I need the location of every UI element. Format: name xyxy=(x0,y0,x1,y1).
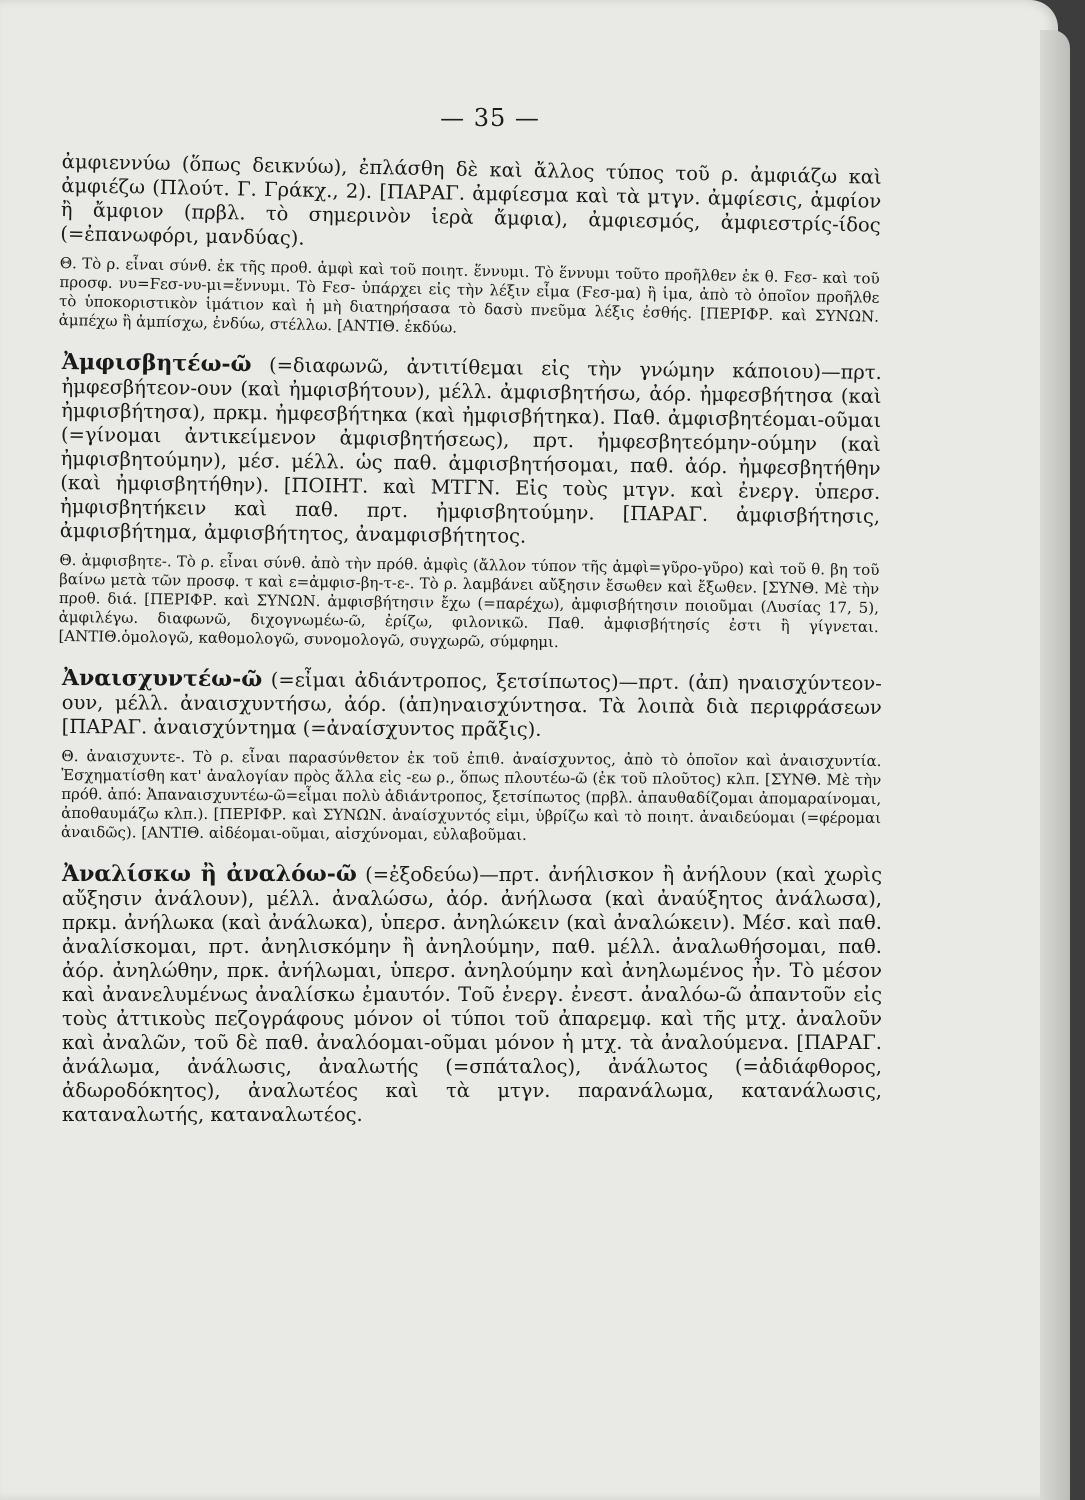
entry-headword: Ἀναλίσκω ἢ ἀναλόω-ῶ xyxy=(62,861,357,887)
entry-body: ἀμφιεννύω (ὅπως δεικνύω), ἐπλάσθη δὲ καὶ ἄλλος τύπος τοῦ ρ. ἀμφιάζω καὶ ἀμφιέζω (Πλούτ. Γ. Γράκχ., 2). [ΠΑΡΑΓ. ἀμφίεσμα καὶ τὰ μτγν. ἀμφίεσις, ἀμφίον ἢ ἄμφιον (πρβλ. τὸ σημερινὸν ἱερὰ ἄμφια), ἀμφιεσμός, ἀμφιεστρίς-ίδος (=ἐπανωφόρι, μανδύας). xyxy=(60,150,882,250)
page-number: — 35 — xyxy=(440,104,540,132)
dictionary-entry xyxy=(61,666,882,847)
dictionary-content xyxy=(58,150,882,1127)
dictionary-entry xyxy=(62,862,882,1127)
entry-body: Ἀναλίσκω ἢ ἀναλόω-ῶ (=ἐξοδεύω)—πρτ. ἀνήλισκον ἢ ἀνήλουν (καὶ χωρὶς αὔξησιν ἀνάλουν), μέλλ. ἀναλώσω, ἀόρ. ἀνήλωσα (καὶ ἀναύξητος ἀνάλωσα), πρκμ. ἀνήλωκα (καὶ ἀνάλωκα), ὑπερσ. ἀνηλώκειν (καὶ ἀναλώκειν). Μέσ. καὶ παθ. ἀναλίσκομαι, πρτ. ἀνηλισκόμην ἢ ἀνηλούμην, παθ. μέλλ. ἀναλωθήσομαι, παθ. ἀόρ. ἀνηλώθην, πρκ. ἀνήλωμαι, ὑπερσ. ἀνηλούμην καὶ ἀνηλωμένος ἦν. Τὸ μέσον καὶ ἀνανελυμένως ἀναλίσκω ἐμαυτόν. Τοῦ ἐνεργ. ἐνεστ. ἀναλόω-ῶ ἀπαντοῦν εἰς τοὺς ἀττικοὺς πεζογράφους μόνον οἱ τύποι τοῦ ἀπαρεμφ. καὶ τῆς μτχ. ἀναλοῦν καὶ ἀναλῶν, τοῦ δὲ παθ. ἀναλόομαι-οῦμαι μόνον ἡ μτχ. τὰ ἀναλούμενα. [ΠΑΡΑΓ. ἀνάλωμα, ἀνάλωσις, ἀναλωτής (=σπάταλος), ἀνάλωτος (=ἀδιάφθορος, ἀδωροδόκητος), ἀναλωτέος καὶ τὰ μτγν. παρανάλωμα, κατανάλωσις, καταναλωτής, καταναλωτέος. xyxy=(62,861,882,1126)
dictionary-entry xyxy=(59,150,882,346)
page-edge xyxy=(1040,30,1070,1500)
entry-headword: Ἀμφισβητέω-ῶ xyxy=(61,349,252,378)
entry-headword: Ἀναισχυντέω-ῶ xyxy=(61,665,263,693)
entry-note: Θ. Τὸ ρ. εἶναι σύνθ. ἐκ τῆς προθ. ἀμφὶ καὶ τοῦ ποιητ. ἕννυμι. Τὸ ἕννυμι τοῦτο προῆλθεν ἐκ θ. Ϝεσ- καὶ τοῦ προσφ. νυ=Ϝεσ-νυ-μι=ἕννυμι. Τὸ Ϝεσ- ὑπάρχει εἰς τὴν λέξιν εἷμα (Ϝεσ-μα) ἢ ἱμα, ἀπὸ τὸ ὁποῖον προῆλθε τὸ ὑποκοριστικὸν ἱμάτιον καὶ ἡ μὴ διατηρήσασα τὸ δασὺ πνεῦμα λέξις ἐσθής. [ΠΕΡΙΦΡ. καὶ ΣΥΝΩΝ. ἀμπέχω ἢ ἀμπίσχω, ἐνδύω, στέλλω. [ΑΝΤΙΘ. ἐκδύω. xyxy=(58,253,880,337)
dictionary-entry xyxy=(58,350,882,656)
entry-body: Ἀναισχυντέω-ῶ (=εἶμαι ἀδιάντροπος, ξετσίπωτος)—πρτ. (ἀπ) ηναισχύντεον-ουν, μέλλ. ἀναισχυντήσω, ἀόρ. (ἀπ)ηναισχύντησα. Τὰ λοιπὰ διὰ περιφράσεων [ΠΑΡΑΓ. ἀναισχύντημα (=ἀναίσχυντος πρᾶξις). xyxy=(61,665,882,741)
entry-body: Ἀμφισβητέω-ῶ (=διαφωνῶ, ἀντιτίθεμαι εἰς τὴν γνώμην κάποιου)—πρτ. ἠμφεσβήτεον-ουν (καὶ ἠμφισβήτουν), μέλλ. ἀμφισβητήσω, ἀόρ. ἠμφεσβήτησα (καὶ ἠμφισβήτησα), πρκμ. ἠμφεσβήτηκα (καὶ ἠμφισβήτηκα). Παθ. ἀμφισβητέομαι-οῦμαι (=γίνομαι ἀντικείμενον ἀμφισβητήσεως), πρτ. ἠμφεσβητεόμην-ούμην (καὶ ἠμφισβητούμην), μέσ. μέλλ. ὡς παθ. ἀμφισβητήσομαι, παθ. ἀόρ. ἠμφεσβητήθην (καὶ ἠμφισβητήθην). [ΠΟΙΗΤ. καὶ ΜΤΓΝ. Εἰς τοὺς μτγν. καὶ ἐνεργ. ὑπερσ. ἠμφισβητήκειν καὶ παθ. πρτ. ἠμφισβητούμην. [ΠΑΡΑΓ. ἀμφισβήτησις, ἀμφισβήτημα, ἀμφισβήτητος, ἀναμφισβήτητος. xyxy=(59,349,882,548)
entry-note: Θ. ἀναισχυντε-. Τὸ ρ. εἶναι παρασύνθετον ἐκ τοῦ ἐπιθ. ἀναίσχυντος, ἀπὸ τὸ ὁποῖον καὶ ἀναισχυντία. Ἐσχηματίσθη κατ' ἀναλογίαν πρὸς ἄλλα εἰς -εω ρ., ὅπως πλουτέω-ῶ (ἐκ τοῦ πλοῦτος) κλπ. [ΣΥΝΘ. Μὲ τὴν πρόθ. ἀπό: Ἀπαναισχυντέω-ῶ=εἶμαι πολὺ ἀδιάντροπος, ξετσίπωτος (πρβλ. ἀπαυθαδίζομαι ἀπομαραίνομαι, ἀποθαυμάζω κλπ.). [ΠΕΡΙΦΡ. καὶ ΣΥΝΩΝ. ἀναίσχυντός εἰμι, ὑβρίζω καὶ τὸ ποιητ. ἀναιδεύομαι (=φέρομαι ἀναιδῶς). [ΑΝΤΙΘ. αἰδέομαι-οῦμαι, αἰσχύνομαι, εὐλαβοῦμαι. xyxy=(60,746,882,844)
entry-note: Θ. ἀμφισβητε-. Τὸ ρ. εἶναι σύνθ. ἀπὸ τὴν πρόθ. ἀμφὶς (ἄλλον τύπον τῆς ἀμφὶ=γῦρο-γῦρο) καὶ τοῦ θ. βη τοῦ βαίνω μετὰ τῶν προσφ. τ καὶ ε=ἀμφισ-βη-τ-ε-. Τὸ ρ. λαμβάνει αὔξησιν ἔσωθεν καὶ ἔξωθεν. [ΣΥΝΘ. Μὲ τὴν προθ. διά. [ΠΕΡΙΦΡ. καὶ ΣΥΝΩΝ. ἀμφισβήτησιν ἔχω (=παρέχω), ἀμφισβήτησιν ποιοῦμαι (Λυσίας 17, 5), ἀμφιλέγω. διαφωνῶ, διχογνωμέω-ῶ, ἐρίζω, φιλονικῶ. Παθ. ἀμφισβήτησίς ἐστι ἢ γίγνεται. [ΑΝΤΙΘ.ὁμολογῶ, καθομολογῶ, συνομολογῶ, συγχωρῶ, σύμφημι. xyxy=(58,550,880,652)
